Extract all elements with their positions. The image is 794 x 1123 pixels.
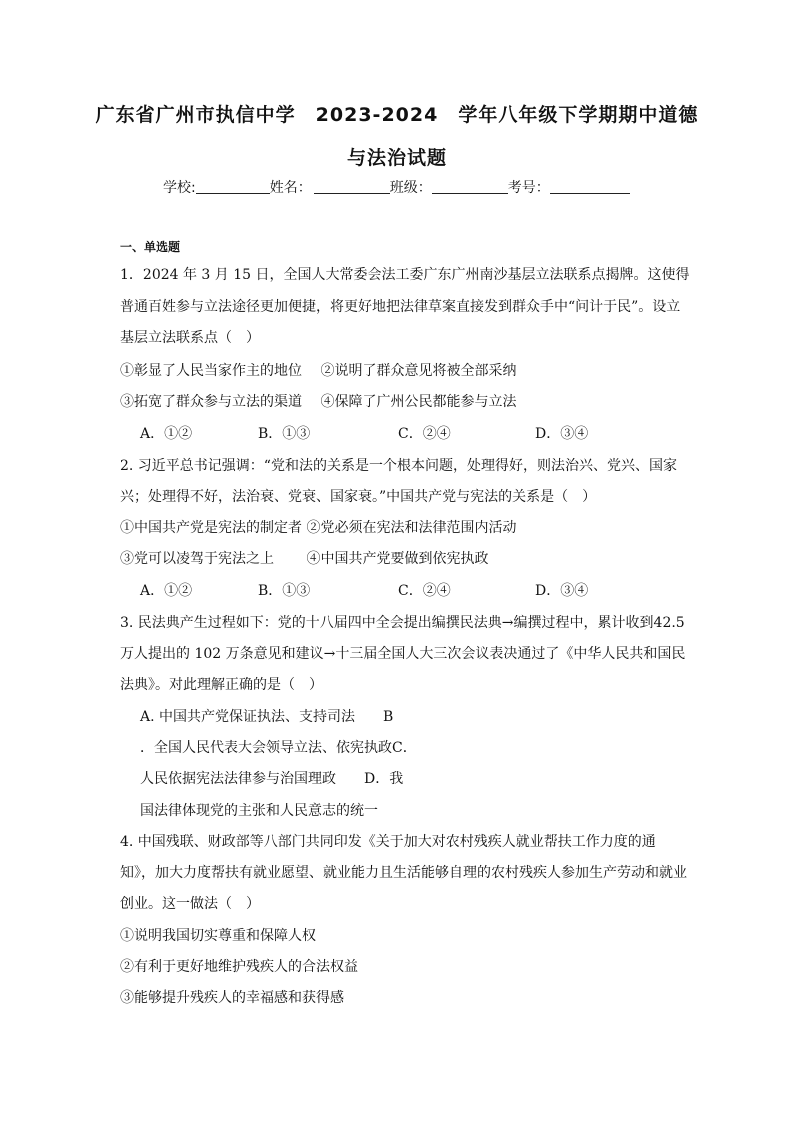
name-blank[interactable] xyxy=(314,179,390,194)
q1-stem-line: 1．2024 年 3 月 15 日，全国人大常委会法工委广东广州南沙基层立法联系点揭牌。这使得 xyxy=(120,267,690,283)
exam-title-line1: 广东省广州市执信中学 2023-2024 学年八年级下学期期中道德 xyxy=(95,104,699,126)
q4-option-line: ③能够提升残疾人的幸福感和获得感 xyxy=(120,990,344,1006)
q1-stem-line: 普通百姓参与立法途径更加便捷，将更好地把法律草案直接发到群众手中“问计于民”。设立 xyxy=(120,299,681,315)
q2-answer-b[interactable]: B．①③ xyxy=(258,583,311,599)
class-label: 班级： xyxy=(389,180,432,196)
q2-stem-line: 兴；处理得不好，法治衰、党衰、国家衰。”中国共产党与宪法的关系是（ ） xyxy=(120,489,597,505)
q1-answer-a[interactable]: A．①② xyxy=(140,426,193,442)
q3-option-line[interactable]: ．全国人民代表大会领导立法、依宪执政C． xyxy=(140,740,417,756)
q2-answer-a[interactable]: A．①② xyxy=(140,583,193,599)
q4-option-line: ②有利于更好地维护残疾人的合法权益 xyxy=(120,959,358,975)
q2-answer-d[interactable]: D．③④ xyxy=(535,583,589,599)
q2-stem-line: 2. 习近平总书记强调：“党和法的关系是一个根本问题，处理得好，则法治兴、党兴、国家 xyxy=(120,458,677,474)
q3-option-line[interactable]: A. 中国共产党保证执法、支持司法 B xyxy=(140,709,394,725)
school-label: 学校: xyxy=(163,180,196,196)
q4-stem-line: 知》，加大力度帮扶有就业愿望、就业能力且生活能够自理的农村残疾人参加生产劳动和就业 xyxy=(120,865,687,881)
school-blank[interactable] xyxy=(196,179,270,194)
exam-title-line2: 与法治试题 xyxy=(346,147,447,169)
q3-stem-line: 万人提出的 102 万条意见和建议→十三届全国人大三次会议表决通过了《中华人民共和国民 xyxy=(120,646,686,662)
section-heading: 一、单选题 xyxy=(120,240,181,254)
q4-option-line: ①说明我国切实尊重和保障人权 xyxy=(120,928,316,944)
class-blank[interactable] xyxy=(432,179,508,194)
number-blank[interactable] xyxy=(550,179,630,194)
q1-answer-c[interactable]: C．②④ xyxy=(398,426,451,442)
q3-stem-line: 3. 民法典产生过程如下：党的十八届四中全会提出编撰民法典→编撰过程中，累计收到42.5 xyxy=(120,615,685,631)
q2-answer-c[interactable]: C．②④ xyxy=(398,583,451,599)
q4-stem-line: 4. 中国残联、财政部等八部门共同印发《关于加大对农村残疾人就业帮扶工作力度的通 xyxy=(120,834,656,850)
q1-answer-d[interactable]: D．③④ xyxy=(535,426,589,442)
q2-option-row: ①中国共产党是宪法的制定者 ②党必须在宪法和法律范围内活动 xyxy=(120,520,517,536)
q1-stem-line: 基层立法联系点（ ） xyxy=(120,330,260,346)
q3-option-line[interactable]: 国法律体现党的主张和人民意志的统一 xyxy=(140,803,378,819)
student-info-row xyxy=(163,177,630,197)
q2-option-row: ③党可以凌驾于宪法之上 ④中国共产党要做到依宪执政 xyxy=(120,551,489,567)
q3-option-line[interactable]: 人民依据宪法法律参与治国理政 D．我 xyxy=(140,771,404,787)
name-label: 姓名： xyxy=(269,180,312,196)
q1-option-row: ①彰显了人民当家作主的地位 ②说明了群众意见将被全部采纳 xyxy=(120,363,517,379)
number-label: 考号： xyxy=(507,180,550,196)
q1-option-row: ③拓宽了群众参与立法的渠道 ④保障了广州公民都能参与立法 xyxy=(120,394,517,410)
q3-stem-line: 法典》。对此理解正确的是（ ） xyxy=(120,677,323,693)
q4-stem-line: 创业。这一做法（ ） xyxy=(120,896,260,912)
q1-answer-b[interactable]: B．①③ xyxy=(258,426,311,442)
